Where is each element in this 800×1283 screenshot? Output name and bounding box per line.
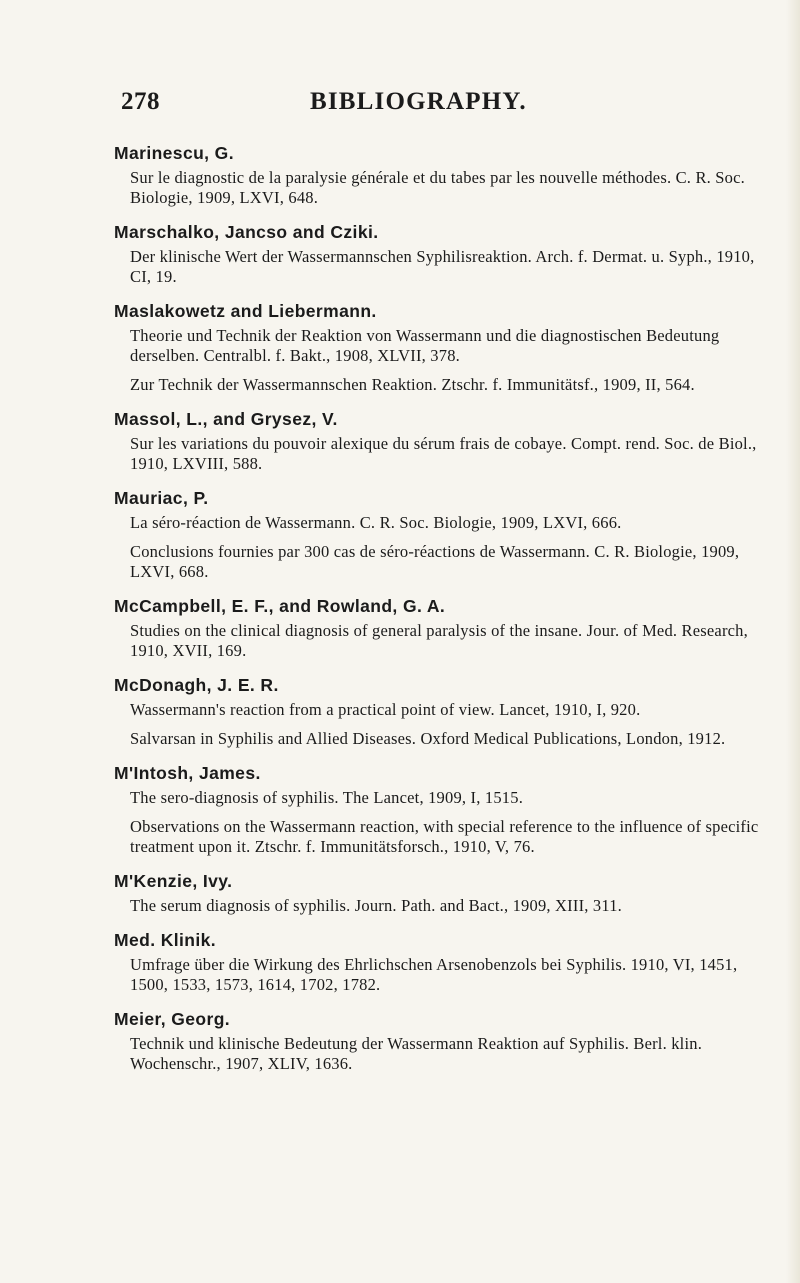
- entry-author: M'Kenzie, Ivy.: [114, 871, 233, 891]
- entry-author: Marinescu, G.: [114, 143, 234, 163]
- entry-work: Theorie und Technik der Reaktion von Wassermann und die diagnostischen Bedeutung derselben. Centralbl. f. Bakt., 1908, XLVII, 378.: [130, 326, 720, 365]
- bibliography-entry: [114, 929, 759, 995]
- entry-work: Studies on the clinical diagnosis of general paralysis of the insane. Jour. of Med. Research, 1910, XVII, 169.: [130, 621, 748, 660]
- bibliography-entry: [114, 762, 759, 857]
- bibliography-entry: [114, 1008, 759, 1074]
- entry-work: Umfrage über die Wirkung des Ehrlichschen Arsenobenzols bei Syphilis. 1910, VI, 1451, 1500, 1533, 1573, 1614, 1702, 1782.: [130, 955, 738, 994]
- bibliography-entry: [114, 595, 759, 661]
- bibliography-entry: [114, 408, 759, 474]
- page-header: [0, 88, 800, 124]
- entry-author: Mauriac, P.: [114, 488, 209, 508]
- entry-author: Med. Klinik.: [114, 930, 217, 950]
- entry-work: The serum diagnosis of syphilis. Journ. Path. and Bact., 1909, XIII, 311.: [130, 896, 622, 915]
- page-edge-shadow: [786, 0, 800, 1283]
- entry-work: Sur les variations du pouvoir alexique du sérum frais de cobaye. Compt. rend. Soc. de Biol., 1910, LXVIII, 588.: [130, 434, 757, 473]
- entry-work: Conclusions fournies par 300 cas de séro-réactions de Wassermann. C. R. Biologie, 1909, LXVI, 668.: [130, 542, 740, 581]
- bibliography-entry: [114, 487, 759, 582]
- bibliography-entry: [114, 674, 759, 749]
- bibliography-entry: [114, 221, 759, 287]
- entry-work: Sur le diagnostic de la paralysie générale et du tabes par les nouvelle méthodes. C. R. Soc. Biologie, 1909, LXVI, 648.: [130, 168, 745, 207]
- entry-work: La séro-réaction de Wassermann. C. R. Soc. Biologie, 1909, LXVI, 666.: [130, 513, 622, 532]
- entry-author: Massol, L., and Grysez, V.: [114, 409, 338, 429]
- bibliography-entry: [114, 142, 759, 208]
- bibliography-entries: [114, 142, 759, 1074]
- entry-author: Meier, Georg.: [114, 1009, 231, 1029]
- entry-author: McCampbell, E. F., and Rowland, G. A.: [114, 596, 446, 616]
- entry-work: Der klinische Wert der Wassermannschen Syphilisreaktion. Arch. f. Dermat. u. Syph., 1910, CI, 19.: [130, 247, 755, 286]
- entry-author: Maslakowetz and Liebermann.: [114, 301, 377, 321]
- entry-work: Observations on the Wassermann reaction, with special reference to the influence of specific treatment upon it. Ztschr. f. Immunitätsforsch., 1910, V, 76.: [130, 817, 759, 856]
- page-number: 278: [121, 88, 160, 115]
- bibliography-entry: [114, 300, 759, 395]
- entry-author: Marschalko, Jancso and Cziki.: [114, 222, 379, 242]
- entry-work: Salvarsan in Syphilis and Allied Diseases. Oxford Medical Publications, London, 1912.: [130, 729, 726, 748]
- entry-work: Technik und klinische Bedeutung der Wassermann Reaktion auf Syphilis. Berl. klin. Wochenschr., 1907, XLIV, 1636.: [130, 1034, 703, 1073]
- entry-author: M'Intosh, James.: [114, 763, 261, 783]
- entry-work: The sero-diagnosis of syphilis. The Lancet, 1909, I, 1515.: [130, 788, 524, 807]
- entry-work: Wassermann's reaction from a practical point of view. Lancet, 1910, I, 920.: [130, 700, 641, 719]
- running-head: BIBLIOGRAPHY.: [310, 88, 527, 115]
- bibliography-entry: [114, 870, 759, 916]
- entry-author: McDonagh, J. E. R.: [114, 675, 279, 695]
- entry-work: Zur Technik der Wassermannschen Reaktion. Ztschr. f. Immunitätsf., 1909, II, 564.: [130, 375, 695, 394]
